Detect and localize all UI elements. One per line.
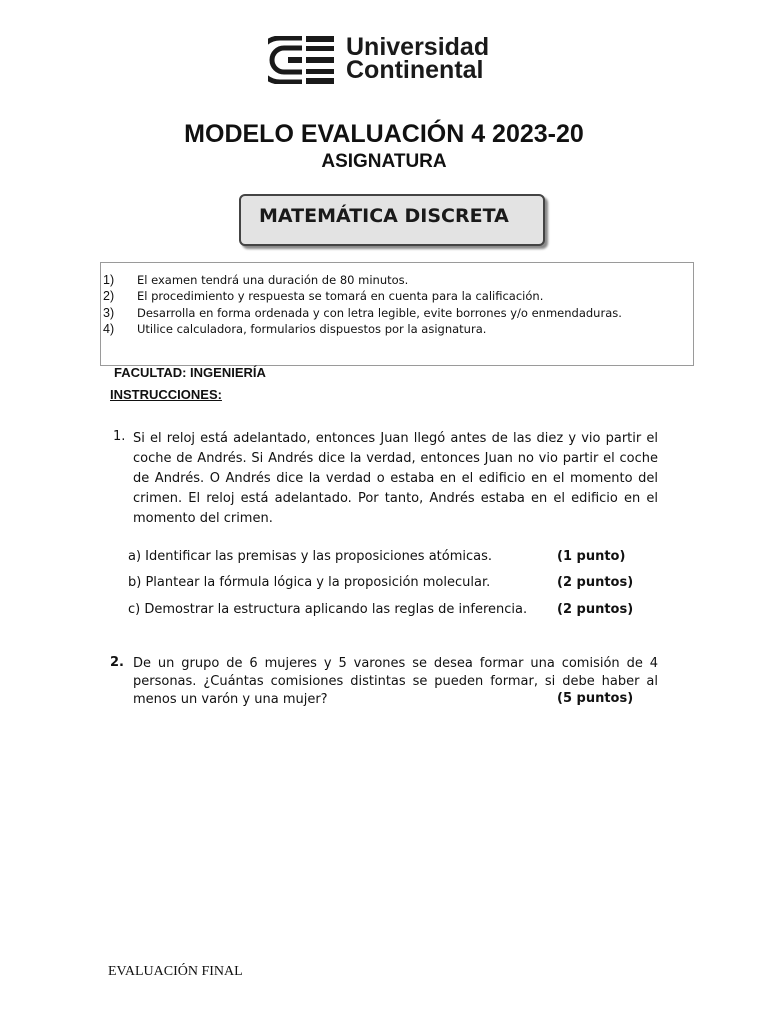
question-2-points: (5 puntos) [557, 691, 634, 706]
rule-text: Utilice calculadora, formularios dispuestos por la asignatura. [137, 322, 487, 336]
course-name: MATEMÁTICA DISCRETA [259, 205, 509, 227]
logo-line-1: Universidad [346, 33, 490, 61]
exam-subtitle: ASIGNATURA [321, 151, 447, 172]
rule-item [103, 273, 408, 287]
rule-item [103, 322, 486, 336]
rule-item [103, 289, 543, 303]
university-logo [268, 33, 508, 88]
course-banner [239, 194, 545, 246]
rule-number: 4) [103, 322, 115, 336]
footer-label: EVALUACIÓN FINAL [108, 964, 243, 979]
question-1-part-c-points: (2 puntos) [557, 602, 634, 617]
rule-text: Desarrolla en forma ordenada y con letra legible, evite borrones y/o enmendaduras. [137, 306, 622, 320]
question-1-part-a-points: (1 punto) [557, 549, 626, 564]
logo-line-2: Continental [346, 56, 484, 84]
question-1-part-b-points: (2 puntos) [557, 575, 634, 590]
logo-text [346, 33, 490, 84]
rule-text: El procedimiento y respuesta se tomará en cuenta para la calificación. [137, 289, 544, 303]
rule-number: 3) [103, 306, 115, 320]
continental-c-logo-icon [268, 36, 336, 84]
rules-box [100, 262, 694, 366]
rule-number: 2) [103, 289, 115, 303]
rule-item [103, 306, 622, 320]
question-1-number: 1. [113, 429, 126, 444]
rule-text: El examen tendrá una duración de 80 minutos. [137, 273, 409, 287]
rule-number: 1) [103, 273, 115, 287]
exam-title: MODELO EVALUACIÓN 4 2023-20 [184, 120, 584, 148]
question-2-text: De un grupo de 6 mujeres y 5 varones se desea formar una comisión de 4 personas. ¿Cuántas comisiones distintas se pueden formar, si debe haber al menos un varón y una mujer? [133, 656, 658, 707]
question-1-text: Si el reloj está adelantado, entonces Juan llegó antes de las diez y vio partir el coche de Andrés. Si Andrés dice la verdad, entonces Juan no vio partir el coche de Andrés. O Andrés dice la verdad o estaba en el edificio en el momento del crimen. El reloj está adelantado. Por tanto, Andrés estaba en el edificio en el momento del crimen. [133, 431, 658, 526]
question-2-number: 2. [110, 655, 124, 670]
question-1-part-c: c) Demostrar la estructura aplicando las reglas de inferencia. [128, 602, 528, 617]
question-1-part-b: b) Plantear la fórmula lógica y la proposición molecular. [128, 575, 491, 590]
question-1-part-a: a) Identificar las premisas y las proposiciones atómicas. [128, 549, 493, 564]
instructions-heading: INSTRUCCIONES: [110, 387, 222, 402]
faculty-label: FACULTAD: INGENIERÍA [114, 365, 266, 380]
